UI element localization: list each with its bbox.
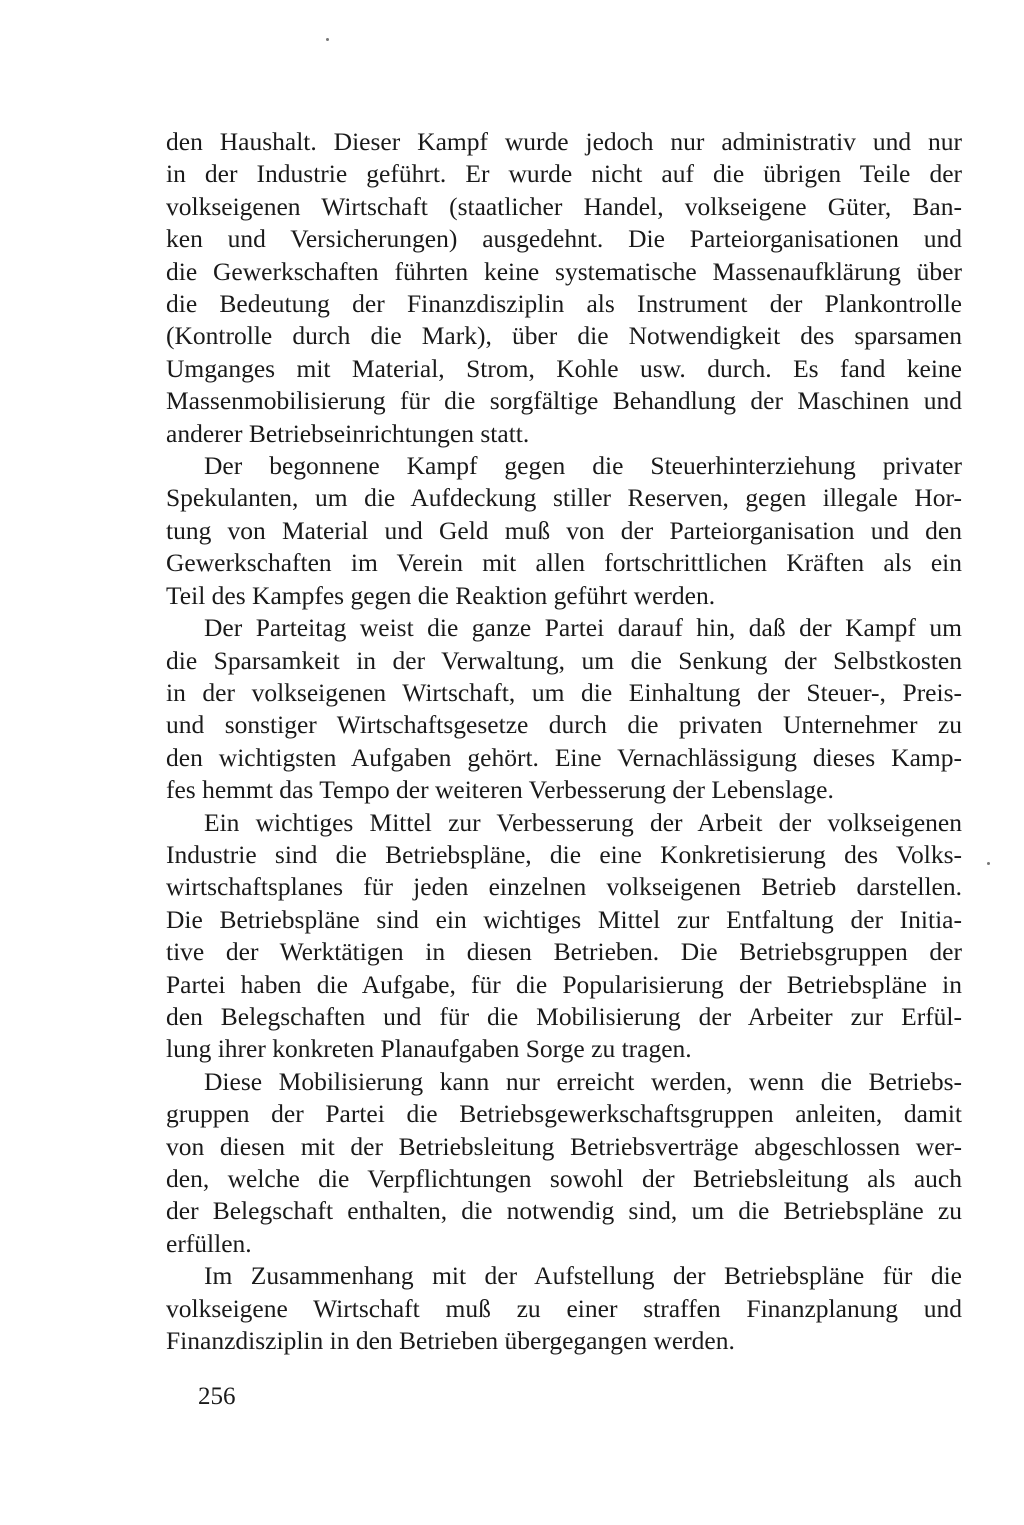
text-line: (Kontrolle durch die Mark), über die Notwendigkeit des sparsamen [166,321,962,351]
text-line: den Haushalt. Dieser Kampf wurde jedoch nur administrativ und nur [166,127,962,156]
text-line: die Sparsamkeit in der Verwaltung, um die Senkung der Selbstkosten [166,645,962,675]
paragraph [166,126,962,450]
text-line: erfüllen. [166,1228,252,1258]
text-line: Spekulanten, um die Aufdeckung stiller Reserven, gegen illegale Hor- [166,483,962,513]
text-line: Diese Mobilisierung kann nur erreicht werden, wenn die Betriebs- [204,1066,962,1096]
text-line: den Belegschaften und für die Mobilisierung der Arbeiter zur Erfül- [166,1001,962,1031]
print-speck [987,862,990,865]
text-line: Der Parteitag weist die ganze Partei darauf hin, daß der Kampf um [204,613,962,643]
text-line: fes hemmt das Tempo der weiteren Verbesserung der Lebenslage. [166,775,834,805]
text-line: den, welche die Verpflichtungen sowohl der Betriebsleitung als auch [166,1164,962,1193]
text-line: ken und Versicherungen) ausgedehnt. Die Parteiorganisationen und [166,224,962,254]
text-line: Finanzdisziplin in den Betrieben übergegangen werden. [166,1326,735,1356]
text-line: wirtschaftsplanes für jeden einzelnen volkseigenen Betrieb darstellen. [166,872,962,902]
page-number: 256 [198,1383,236,1410]
text-line: tung von Material und Geld muß von der Parteiorganisation und den [166,515,962,545]
text-line: Massenmobilisierung für die sorgfältige Behandlung der Maschinen und [166,386,962,416]
text-line: anderer Betriebseinrichtungen statt. [166,418,530,448]
text-line: die Bedeutung der Finanzdisziplin als Instrument der Plankontrolle [166,289,962,319]
text-line: Ein wichtiges Mittel zur Verbesserung der Arbeit der volkseigenen [204,807,962,837]
paragraph [166,1066,962,1260]
paragraph [166,612,962,806]
text-line: Industrie sind die Betriebspläne, die eine Konkretisierung des Volks- [166,839,962,869]
text-line: den wichtigsten Aufgaben gehört. Eine Vernachlässigung dieses Kamp- [166,742,962,772]
text-line: Im Zusammenhang mit der Aufstellung der Betriebspläne für die [204,1261,962,1291]
paragraph [166,450,962,612]
print-speck [326,38,329,41]
paragraph [166,1260,962,1357]
text-line: Der begonnene Kampf gegen die Steuerhinterziehung privater [204,451,962,481]
text-line: lung ihrer konkreten Planaufgaben Sorge zu tragen. [166,1034,692,1064]
text-line: volkseigenen Wirtschaft (staatlicher Handel, volkseigene Güter, Ban- [166,191,962,221]
text-line: und sonstiger Wirtschaftsgesetze durch die privaten Unternehmer zu [166,710,962,740]
text-line: tive der Werktätigen in diesen Betrieben. Die Betriebsgruppen der [166,937,962,967]
body-text [166,126,962,1357]
text-line: die Gewerkschaften führten keine systematische Massenaufklärung über [166,256,962,286]
text-line: Die Betriebspläne sind ein wichtiges Mittel zur Entfaltung der Initia- [166,904,962,934]
text-line: in der volkseigenen Wirtschaft, um die Einhaltung der Steuer-, Preis- [166,677,962,707]
text-line: von diesen mit der Betriebsleitung Betriebsverträge abgeschlossen wer- [166,1131,962,1161]
text-line: volkseigene Wirtschaft muß zu einer straffen Finanzplanung und [166,1293,962,1323]
paragraph [166,807,962,1066]
text-line: Umganges mit Material, Strom, Kohle usw. durch. Es fand keine [166,353,962,383]
text-line: der Belegschaft enthalten, die notwendig sind, um die Betriebspläne zu [166,1196,962,1226]
text-line: in der Industrie geführt. Er wurde nicht auf die übrigen Teile der [166,159,962,189]
text-line: gruppen der Partei die Betriebsgewerkschaftsgruppen anleiten, damit [166,1099,962,1129]
text-line: Gewerkschaften im Verein mit allen fortschrittlichen Kräften als ein [166,548,962,578]
text-line: Teil des Kampfes gegen die Reaktion geführt werden. [166,580,716,610]
text-line: Partei haben die Aufgabe, für die Popularisierung der Betriebspläne in [166,969,962,999]
